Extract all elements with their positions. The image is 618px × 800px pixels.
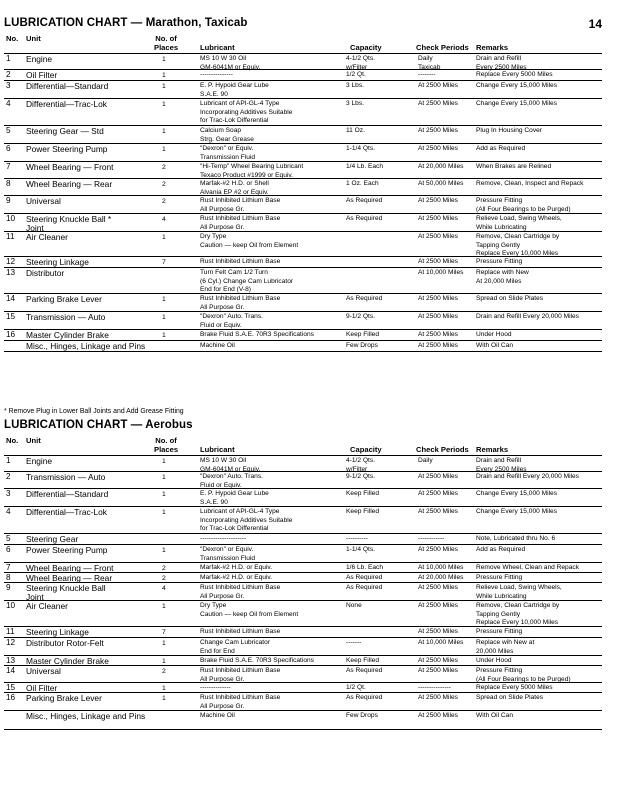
table-row [4,179,602,196]
check-period-cell: At 2500 Miles [418,295,458,302]
check-period-cell: Daily [418,457,433,464]
remarks-cell: Spread on Slide Plates [476,295,544,302]
lubricant-cell: Turn Felt Cam 1/2 Turn (6 Cyl.) Change Cam Lubricator End for End (V-8) [200,269,294,294]
check-period-cell: At 2500 Miles [418,233,458,240]
check-period-cell: At 2500 Miles [418,100,458,107]
table-row [4,638,602,656]
capacity-cell: 4-1/2 Qts. w/Filter [346,457,375,473]
lubricant-cell: "Dexron" or Equiv. Transmission Fluid [200,546,256,562]
lubricant-cell: Rust Inhibited Lithium Base All Purpose Gr. [200,197,281,213]
header-remarks: Remarks [476,445,509,454]
unit-cell: Universal [26,666,61,676]
unit-cell: Wheel Bearing — Rear [26,179,113,189]
unit-cell: Steering Linkage [26,627,89,637]
chart-title-row [4,419,602,435]
capacity-cell: 9-1/2 Qts. [346,473,375,480]
remarks-cell: Replace Every 5000 Miles [476,71,553,78]
capacity-cell: 1/4 Lb. Each [346,163,384,170]
places-cell: 1 [162,128,166,135]
remarks-cell: Replace Every 5000 Miles [476,684,553,691]
row-number: 6 [6,545,11,554]
table-row [4,232,602,257]
check-period-cell: At 2500 Miles [418,667,458,674]
header-unit: Unit [26,436,41,445]
row-number: 9 [6,583,11,592]
lubricant-cell: Dry Type Caution — keep Oil from Element [200,233,299,249]
places-cell: 1 [162,603,166,610]
unit-cell: Steering Knuckle Ball * Joint [26,214,112,233]
table-row [4,144,602,162]
remarks-cell: Remove Wheel, Clean and Repack [476,564,579,571]
table-row [4,294,602,312]
remarks-cell: Pressure Fitting [476,258,523,265]
remarks-cell: Relieve Load, Swing Wheels, While Lubricating [476,215,562,231]
lubricant-cell: -------------- [200,684,231,691]
table-row [4,341,602,352]
remarks-cell: Add as Required [476,145,526,152]
unit-cell: Parking Brake Lever [26,294,102,304]
capacity-cell: As Required [346,574,383,581]
footnote: * Remove Plug in Lower Ball Joints and Add Grease Fitting [4,408,184,415]
lubricant-cell: MS 10 W 30 Oil GM-6041M or Equiv. [200,55,261,71]
lubricant-cell: Lubricant of API-GL-4 Type Incorporating Additives Suitable for Trac-Lok Differential [200,508,293,533]
unit-cell: Differential—Standard [26,489,109,499]
lubricant-cell: Rust Inhibited Lithium Base All Purpose Gr. [200,667,281,683]
unit-cell: Transmission — Auto [26,312,106,322]
remarks-cell: Drain and Refill Every 2500 Miles [476,55,527,71]
unit-cell: Engine [26,54,53,64]
capacity-cell: 3 Lbs. [346,100,364,107]
places-cell: 7 [162,629,166,636]
unit-cell: Wheel Bearing — Rear [26,573,113,583]
remarks-cell: Plug In Housing Cover [476,127,542,134]
unit-cell: Wheel Bearing — Front [26,162,114,172]
places-cell: 1 [162,83,166,90]
table-header [4,436,602,456]
table-row [4,666,602,683]
remarks-cell: Change Every 15,000 Miles [476,82,558,89]
capacity-cell: As Required [346,694,383,701]
remarks-cell: Pressure Fitting [476,574,523,581]
row-number: 13 [6,656,16,665]
check-period-cell: At 2500 Miles [418,215,458,222]
remarks-cell: When Brakes are Relined [476,163,552,170]
unit-cell: Master Cylinder Brake [26,330,109,340]
row-number: 1 [6,456,11,465]
header-check-periods: Check Periods [416,43,469,52]
table-row [4,126,602,144]
header-remarks: Remarks [476,43,509,52]
row-number: 7 [6,162,11,171]
places-cell: 2 [162,164,166,171]
check-period-cell: Daily Taxicab [418,55,441,71]
unit-cell: Parking Brake Lever [26,693,102,703]
page-number: 14 [588,17,602,31]
remarks-cell: Pressure Fitting (All Four Bearings to be Purged) [476,667,571,683]
remarks-cell: Spread on Slide Plates [476,694,544,701]
table-row [4,627,602,638]
capacity-cell: 9-1/2 Qts. [346,313,375,320]
unit-cell: Power Steering Pump [26,144,108,154]
unit-cell: Steering Knuckle Ball Joint [26,583,106,602]
chart-title: LUBRICATION CHART — Aerobus [4,419,193,431]
check-period-cell: At 10,000 Miles [418,269,464,276]
places-cell: 1 [162,72,166,79]
row-number: 7 [6,563,11,572]
row-number: 13 [6,268,16,277]
unit-cell: Universal [26,196,61,206]
remarks-cell: Change Every 15,000 Miles [476,100,558,107]
check-period-cell: At 2500 Miles [418,490,458,497]
unit-cell: Misc., Hinges, Linkage and Pins [26,341,146,351]
header-no: No. [6,34,19,43]
unit-cell: Distributor [26,268,65,278]
places-cell: 7 [162,259,166,266]
row-number: 16 [6,693,16,702]
check-period-cell: At 10,000 Miles [418,639,464,646]
lubricant-cell: Machine Oil [200,342,235,349]
remarks-cell: Drain and Refill Every 20,000 Miles [476,313,579,320]
table-row [4,330,602,341]
capacity-cell: As Required [346,295,383,302]
places-cell: 1 [162,509,166,516]
unit-cell: Air Cleaner [26,232,68,242]
places-cell: 1 [162,314,166,321]
check-period-cell: At 2500 Miles [418,258,458,265]
capacity-cell: 1 Oz. Each [346,180,379,187]
capacity-cell: Few Drops [346,712,378,719]
check-period-cell: At 2500 Miles [418,82,458,89]
row-number: 3 [6,489,11,498]
check-period-cell: At 2500 Miles [418,508,458,515]
table-row [4,99,602,126]
remarks-cell: With Oil Can [476,342,514,349]
capacity-cell: As Required [346,197,383,204]
remarks-cell: Remove, Clean, Inspect and Repack [476,180,584,187]
capacity-cell: ---------- [346,535,368,542]
aerobus-table-body [4,456,602,730]
table-row [4,214,602,232]
capacity-cell: 4-1/2 Qts. w/Filter [346,55,375,71]
header-places: No. of Places [154,436,179,454]
lubricant-cell: "Dexron" or Equiv. Transmission Fluid [200,145,256,161]
lubricant-cell: E. P. Hypoid Gear Lube S.A.E. 90 [200,82,269,98]
check-period-cell: At 2500 Miles [418,473,458,480]
places-cell: 2 [162,198,166,205]
places-cell: 1 [162,101,166,108]
lubricant-cell: Rust Inhibited Lithium Base All Purpose Gr. [200,295,281,311]
unit-cell: Master Cylinder Brake [26,656,109,666]
header-capacity: Capacity [350,43,382,52]
places-cell: 1 [162,491,166,498]
row-number: 12 [6,638,16,647]
row-number: 8 [6,179,11,188]
places-cell: 2 [162,575,166,582]
check-period-cell: At 2500 Miles [418,546,458,553]
capacity-cell: 1/6 Lb. Each [346,564,384,571]
remarks-cell: Drain and Refill Every 20,000 Miles [476,473,579,480]
places-cell: 1 [162,146,166,153]
table-row [4,472,602,489]
table-row [4,312,602,330]
lubricant-cell: Machine Oil [200,712,235,719]
capacity-cell: Keep Filled [346,657,379,664]
row-number: 10 [6,214,16,223]
check-period-cell: ------------ [418,535,445,542]
table-row [4,656,602,666]
lubricant-cell: Change Cam Lubricator End for End [200,639,271,655]
capacity-cell: Keep Filled [346,331,379,338]
lubricant-cell: Marfak-#2 H.D. or Shell Alvania EP #2 or Equiv. [200,180,269,196]
lubricant-cell: --------------- [200,71,233,78]
row-number: 16 [6,330,16,339]
remarks-cell: Relieve Load, Swing Wheels, While Lubricating [476,584,562,600]
remarks-cell: Replace with New At 20,000 Miles [476,269,529,285]
lubricant-cell: Rust Inhibited Lithium Base All Purpose Gr. [200,584,281,600]
row-number: 8 [6,573,11,582]
lubricant-cell: E. P. Hypoid Gear Lube S.A.E. 90 [200,490,269,506]
lubricant-cell: "Hi-Temp" Wheel Bearing Lubricant Texaco Product #1999 or Equiv. [200,163,304,179]
unit-cell: Air Cleaner [26,601,68,611]
row-number: 15 [6,683,16,692]
header-no: No. [6,436,19,445]
places-cell: 1 [162,474,166,481]
unit-cell: Transmission — Auto [26,472,106,482]
row-number: 14 [6,666,16,675]
remarks-cell: Replace wih New at 20,000 Miles [476,639,535,655]
unit-cell: Steering Linkage [26,257,89,267]
unit-cell: Oil Filter [26,683,58,693]
remarks-cell: With Oil Can [476,712,514,719]
lubricant-cell: Dry Type Caution — keep Oil from Element [200,602,299,618]
places-cell: 4 [162,585,166,592]
remarks-cell: Remove, Clean Cartridge by Tapping Gently Replace Every 10,000 Miles [476,233,560,258]
remarks-cell: Drain and Refill Every 2500 Miles [476,457,527,473]
table-row [4,54,602,70]
places-cell: 1 [162,332,166,339]
places-cell: 1 [162,547,166,554]
row-number: 11 [6,627,15,636]
chart-title: LUBRICATION CHART — Marathon, Taxicab [4,17,248,29]
capacity-cell: Keep Filled [346,508,379,515]
check-period-cell: At 2500 Miles [418,628,458,635]
places-cell: 2 [162,668,166,675]
places-cell: 1 [162,658,166,665]
places-cell: 1 [162,685,166,692]
remarks-cell: Under Hood [476,657,512,664]
unit-cell: Differential—Trac-Lok [26,99,107,109]
lubricant-cell: Marfak-#2 H.D. or Equiv. [200,564,273,571]
row-number: 2 [6,472,11,481]
row-number: 10 [6,601,16,610]
row-number: 4 [6,99,11,108]
table-row [4,693,602,711]
check-period-cell: At 2500 Miles [418,657,458,664]
table-row [4,573,602,583]
capacity-cell: 1/2 Qt. [346,684,366,691]
header-capacity: Capacity [350,445,382,454]
row-number: 6 [6,144,11,153]
lubricant-cell: Brake Fluid S.A.E. 70R3 Specifications [200,331,314,338]
unit-cell: Oil Filter [26,70,58,80]
remarks-cell: Pressure Fitting (All Four Bearings to be Purged) [476,197,571,213]
header-lubricant: Lubricant [200,43,235,52]
check-period-cell: At 2500 Miles [418,602,458,609]
row-number: 15 [6,312,16,321]
remarks-cell: Add as Required [476,546,526,553]
places-cell: 2 [162,181,166,188]
capacity-cell: 1-1/4 Qts. [346,546,375,553]
capacity-cell: 11 Oz. [346,127,365,134]
unit-cell: Misc., Hinges, Linkage and Pins [26,711,146,721]
table-row [4,583,602,601]
unit-cell: Steering Gear — Std [26,126,104,136]
remarks-cell: Note, Lubricated thru No. 6 [476,535,556,542]
places-cell: 1 [162,695,166,702]
table-row [4,507,602,534]
check-period-cell: -------- [418,71,436,78]
remarks-cell: Pressure Fitting [476,628,523,635]
check-period-cell: At 20,000 Miles [418,163,464,170]
table-row [4,456,602,472]
marathon-table-body [4,54,602,352]
unit-cell: Differential—Standard [26,81,109,91]
table-row [4,545,602,563]
lubricant-cell: --------------------- [200,535,247,542]
check-period-cell: At 2500 Miles [418,197,458,204]
lubricant-cell: Lubricant of API-GL-4 Type Incorporating Additives Suitable for Trac-Lok Differential [200,100,293,125]
check-period-cell: At 2500 Miles [418,694,458,701]
capacity-cell: 1/2 Qt. [346,71,366,78]
places-cell: 4 [162,216,166,223]
unit-cell: Distributor Rotor-Felt [26,638,104,648]
lubricant-cell: Rust Inhibited Lithium Base [200,628,281,635]
places-cell: 1 [162,56,166,63]
table-row [4,257,602,268]
table-row [4,563,602,573]
capacity-cell: As Required [346,584,383,591]
lubricant-cell: Marfak-#2 H.D. or Equiv. [200,574,273,581]
table-row [4,268,602,294]
places-cell: 1 [162,640,166,647]
table-header [4,34,602,54]
table-row [4,601,602,627]
places-cell: 1 [162,296,166,303]
table-row [4,711,602,730]
row-number: 1 [6,54,11,63]
check-period-cell: At 10,000 Miles [418,564,464,571]
table-row [4,81,602,99]
unit-cell: Power Steering Pump [26,545,108,555]
unit-cell: Steering Gear [26,534,79,544]
check-period-cell: At 2500 Miles [418,127,458,134]
row-number: 4 [6,507,11,516]
lubricant-cell: Rust Inhibited Lithium Base All Purpose Gr. [200,215,281,231]
lubricant-cell: Rust Inhibited Lithium Base All Purpose Gr. [200,694,281,710]
capacity-cell: 3 Lbs. [346,82,364,89]
unit-cell: Engine [26,456,53,466]
row-number: 11 [6,232,15,241]
capacity-cell: None [346,602,362,609]
capacity-cell: As Required [346,215,383,222]
places-cell: 1 [162,458,166,465]
remarks-cell: Change Every 15,000 Miles [476,508,558,515]
remarks-cell: Change Every 15,000 Miles [476,490,558,497]
check-period-cell: At 2500 Miles [418,331,458,338]
check-period-cell: --------------- [418,684,451,691]
header-unit: Unit [26,34,41,43]
lubricant-cell: Brake Fluid S.A.E. 70R3 Specifications [200,657,314,664]
check-period-cell: At 2500 Miles [418,584,458,591]
row-number: 12 [6,257,16,266]
chart-title-row [4,17,602,33]
lubricant-cell: "Dexron" Auto. Trans. Fluid or Equiv. [200,473,263,489]
lubricant-cell: "Dexron" Auto. Trans. Fluid or Equiv. [200,313,263,329]
row-number: 14 [6,294,16,303]
lubricant-cell: Calcium Soap Strg. Gear Grease [200,127,254,143]
capacity-cell: Few Drops [346,342,378,349]
check-period-cell: At 2500 Miles [418,145,458,152]
table-row [4,489,602,507]
check-period-cell: At 2500 Miles [418,712,458,719]
capacity-cell: ------- [346,639,362,646]
capacity-cell: Keep Filled [346,490,379,497]
capacity-cell: 1-1/4 Qts. [346,145,375,152]
table-row [4,683,602,693]
header-lubricant: Lubricant [200,445,235,454]
capacity-cell: As Required [346,667,383,674]
lubricant-cell: Rust Inhibited Lithium Base [200,258,281,265]
header-check-periods: Check Periods [416,445,469,454]
row-number: 5 [6,534,11,543]
table-row [4,70,602,81]
row-number: 3 [6,81,11,90]
table-row [4,162,602,179]
row-number: 9 [6,196,11,205]
unit-cell: Wheel Bearing — Front [26,563,114,573]
check-period-cell: At 20,000 Miles [418,574,464,581]
header-places: No. of Places [154,34,179,52]
table-row [4,196,602,214]
lubricant-cell: MS 10 W 30 Oil GM-6041M or Equiv. [200,457,261,473]
remarks-cell: Remove, Clean Cartridge by Tapping Gently Replace Every 10,000 Miles [476,602,560,627]
row-number: 2 [6,70,11,79]
row-number: 5 [6,126,11,135]
check-period-cell: At 2500 Miles [418,342,458,349]
check-period-cell: At 50,000 Miles [418,180,464,187]
check-period-cell: At 2500 Miles [418,313,458,320]
remarks-cell: Under Hood [476,331,512,338]
table-row [4,534,602,545]
unit-cell: Differential—Trac-Lok [26,507,107,517]
places-cell: 2 [162,565,166,572]
places-cell: 1 [162,234,166,241]
